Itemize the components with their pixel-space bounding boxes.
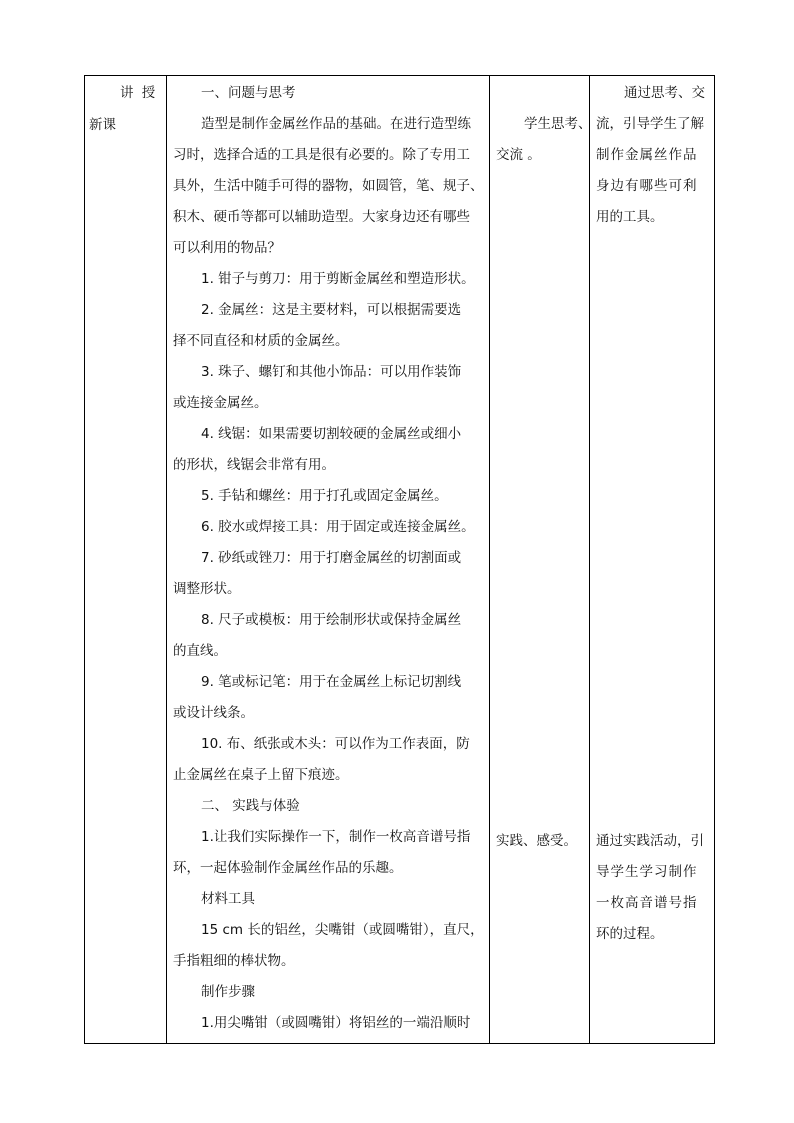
tool-item: 5. 手钻和螺丝：用于打孔或固定金属丝。 [201,488,448,504]
design-intent-cell [590,76,715,1044]
stage-label-line2: 新课 [89,117,116,133]
design-intent-line: 通过实践活动，引 [596,833,704,849]
stage-label-line1: 讲 授 [120,85,158,101]
content-cell [167,76,490,1044]
design-intent-line: 用的工具。 [596,209,664,225]
tool-item: 3. 珠子、螺钉和其他小饰品：可以用作装饰 [201,364,462,380]
practice-line: 1.让我们实际操作一下，制作一枚高音谱号指 [201,829,471,845]
section2-title: 二、 实践与体验 [201,798,300,814]
tool-item-cont: 或连接金属丝。 [173,395,268,411]
intro-line: 习时，选择合适的工具是很有必要的。除了专用工 [173,147,470,163]
student-activity-cell [490,76,590,1044]
design-intent-line: 导学生学习制作 [596,864,698,880]
section1-title: 一、问题与思考 [201,85,296,101]
tool-item-cont: 止金属丝在桌子上留下痕迹。 [173,767,349,783]
tool-item: 1. 钳子与剪刀：用于剪断金属丝和塑造形状。 [201,271,475,287]
student-activity-line: 学生思考、 [524,116,592,132]
student-activity-line: 交流 。 [496,147,541,163]
student-activity-practice: 实践、感受。 [496,833,577,849]
intro-line: 积木、硬币等都可以辅助造型。大家身边还有哪些 [173,209,470,225]
tool-item-cont: 的形状，线锯会非常有用。 [173,457,335,473]
design-intent-line: 一枚高音谱号指 [596,895,698,911]
design-intent-line: 身边有哪些可利 [596,178,698,194]
intro-line: 具外，生活中随手可得的器物，如圆管，笔、规子、 [173,178,484,194]
step-line: 1.用尖嘴钳（或圆嘴钳）将铝丝的一端沿顺时 [201,1015,471,1031]
tool-item: 10. 布、纸张或木头：可以作为工作表面，防 [201,736,470,752]
tool-item: 9. 笔或标记笔：用于在金属丝上标记切割线 [201,674,462,690]
intro-line: 造型是制作金属丝作品的基础。在进行造型练 [201,116,471,132]
design-intent-line: 环的过程。 [596,926,664,942]
tool-item: 7. 砂纸或锉刀：用于打磨金属丝的切割面或 [201,550,462,566]
tool-item: 4. 线锯：如果需要切割较硬的金属丝或细小 [201,426,462,442]
materials-line: 手指粗细的棒状物。 [173,953,295,969]
tool-item-cont: 择不同直径和材质的金属丝。 [173,333,349,349]
design-intent-line: 通过思考、交 [624,85,705,101]
table-row [85,76,715,1044]
design-intent-line: 制作金属丝作品 [596,147,698,163]
tool-item: 6. 胶水或焊接工具：用于固定或连接金属丝。 [201,519,475,535]
materials-line: 15 cm 长的铝丝，尖嘴钳（或圆嘴钳），直尺， [201,922,484,938]
design-intent-line: 流，引导学生了解 [596,116,704,132]
tool-item-cont: 或设计线条。 [173,705,254,721]
intro-line: 可以利用的物品？ [173,240,281,256]
materials-title: 材料工具 [201,891,255,907]
lesson-plan-table [84,75,715,1044]
tool-item-cont: 的直线。 [173,643,227,659]
stage-cell [85,76,167,1044]
tool-item: 2. 金属丝：这是主要材料，可以根据需要选 [201,302,462,318]
tool-item-cont: 调整形状。 [173,581,241,597]
steps-title: 制作步骤 [201,984,255,1000]
tool-item: 8. 尺子或模板：用于绘制形状或保持金属丝 [201,612,462,628]
practice-line: 环，一起体验制作金属丝作品的乐趣。 [173,860,403,876]
